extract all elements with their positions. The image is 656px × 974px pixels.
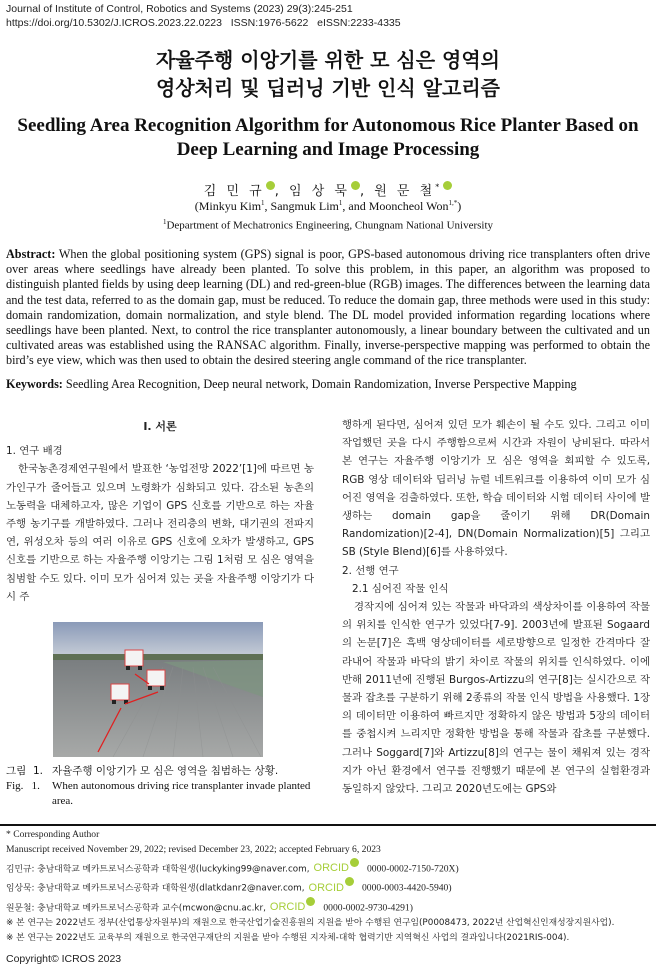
right-column (342, 416, 650, 798)
abstract (6, 247, 650, 369)
doi-issn-line: https://doi.org/10.5302/J.ICROS.2023.22.0223 ISSN:1976-5622 eISSN:2233-4335 (6, 17, 401, 29)
caption-text: 자율주행 이앙기가 모 심은 영역을 침범하는 상황. (52, 765, 279, 777)
orcid-number[interactable]: 0000-0002-9730-4291) (323, 902, 413, 914)
author-name: 원 문 철 (374, 184, 436, 199)
orcid-icon[interactable] (443, 181, 452, 190)
orcid-logo[interactable] (309, 882, 354, 894)
keywords (6, 377, 650, 392)
orcid-number[interactable]: 0000-0003-4420-5940) (362, 882, 452, 894)
keywords-label: Keywords: (6, 377, 63, 391)
author-en: , Sangmuk Lim (264, 199, 339, 213)
paragraph: 행하게 된다면, 심어져 있던 모가 훼손이 될 수도 있다. 그리고 이미 작업했던 곳을 다시 주행함으로써 시간과 자원이 낭비된다. 따라서 본 연구는 자율주행 이앙기가 모 심은 영역을 회피할 수 있도록, RGB 영상 데이터와 딥러닝 뉴럴 네트워크를 이용하여 이미 모가 심어진 영역을 검출하였다. 또한, 학습 데이터와 시험 데이터 사이에 발생하는 domain gap을 줄이기 위해 DR(Domain Randomization)[2-4], DN(Domain Normalization)[5] 그리고 SB (Style Blend)[6]를 사용하였다. (342, 419, 650, 559)
author-info-text: 김민규: 충남대학교 메카트로닉스공학과 대학원생(luckyking99@naver.com, (6, 864, 310, 875)
orcid-label: ORCID (269, 901, 306, 914)
affil-sup: 1 (338, 199, 343, 207)
abstract-text: When the global positioning system (GPS) signal is poor, GPS-based autonomous driving rice transplanters often drive over areas where seedlings have already been planted. To solve this problem, in this paper, an algorithm was proposed to distinguish planted fields by using deep learning (DL) and red-green-blue (RGB) images. The differences between the learning data and the test data, referred to as the domain gap, must be reduced. To reduce the domain gap, three methods were used in this study: domain randomization, domain normalization, and style blend. The DL model provided information regarding locations where seedlings have been planted. Next, to control the rice transplanter autonomously, a linear boundary between the cultivated and un cultivated areas was established using the RANSAC algorithm. Finally, inverse-perspective mapping was performed to obtain the bird’s eye view, which was then used to obtain the desired steering angle command of the rice transplanter. (6, 247, 650, 368)
english-title-line1: Seedling Area Recognition Algorithm for Autonomous Rice Planter Based on (17, 115, 639, 136)
funding-note: ※ 본 연구는 2022년도 교육부의 재원으로 한국연구재단의 지원을 받아 수행된 지자체-대학 협력기반 지역혁신 사업의 결과입니다(2021RIS-004). (6, 932, 570, 943)
subsection-heading: 2. 선행 연구 (342, 564, 399, 577)
orcid-logo[interactable] (270, 901, 315, 913)
paragraph: 한국농촌경제연구원에서 발표한 ‘농업전망 2022’[1]에 따르면 농가인구가 줄어들고 있으며 노령화가 심화되고 있다. 감소된 농촌의 노동력을 대체하고자, 많은 기업이 GPS 신호를 기반으로 하는 자율주행 농기구를 개발하였다. 그러나 전리층의 변화, 대기권의 전파지연, 위성오차 등의 여러 이유로 GPS 신호에 오차가 발생하고, GPS 신호를 기반으로 하는 자율주행 이앙기는 그림 1처럼 모 심은 영역을 침범할 수도 있다. 이미 모가 심어져 있는 곳을 자율주행 이앙기가 다시 주 (6, 463, 314, 603)
keywords-text: Seedling Area Recognition, Deep neural network, Domain Randomization, Inverse Perspective Mapping (65, 377, 577, 391)
korean-title-line2: 영상처리 및 딥러닝 기반 인식 알고리즘 (156, 76, 500, 100)
orcid-icon[interactable] (351, 181, 360, 190)
author-en: (Minkyu Kim (194, 199, 262, 213)
english-authors (0, 199, 656, 214)
korean-authors (0, 180, 656, 199)
author-separator: , (359, 184, 375, 199)
orcid-icon[interactable] (266, 181, 275, 190)
author-name: 김 민 규 (203, 184, 265, 199)
subsection-heading: 1. 연구 배경 (6, 445, 63, 458)
manuscript-dates: Manuscript received November 29, 2022; revised December 23, 2022; accepted February 6, 2023 (6, 843, 381, 855)
affil-sup: 1,* (448, 199, 458, 207)
caption-korean (6, 763, 316, 779)
section-heading: I. 서론 (143, 420, 177, 433)
author-info (6, 858, 652, 877)
korean-title-line1: 자율주행 이앙기를 위한 모 심은 영역의 (156, 48, 500, 72)
caption-label: Fig. 1. (6, 780, 40, 792)
paragraph: 경작지에 심어져 있는 작물과 바닥과의 색상차이를 이용하여 작물의 위치를 인식한 연구가 있었다[7-9]. 2003년에 발표된 Sogaard의 논문[7]은 흑백 영상데이터를 세로방향으로 일정한 간격마다 잘라내어 작물과 바닥의 밝기 차이로 작물의 위치를 인식하였다. 이에 반해 2011년에 진행된 Burgos-Artizzu의 연구[8]는 실시간으로 작물과 잡초를 구분하기 위해 2종류의 작물 인식 방법을 사용했다. 1장의 데이터만 이용하여 빠르지만 정확하지 않은 방법과 5장의 데이터를 중첩시켜 느리지만 정확한 방법을 통해 작물과 잡초를 구분했다. 그러나 Soggard[7]와 Artizzu[8]의 연구는 물이 채워져 있는 경작지가 아닌 환경에서 연구를 진행했기 때문에 본 연구의 실험환경과 동일하지 않았다. 그리고 2020년도에는 GPS와 (342, 601, 650, 796)
korean-title (0, 46, 656, 102)
footnote-divider (0, 824, 656, 826)
author-info (6, 877, 652, 896)
author-en: ) (457, 199, 462, 213)
caption-text: When autonomous driving rice transplanter invade planted area. (52, 780, 311, 807)
orcid-label: ORCID (313, 862, 349, 875)
footnotes (6, 828, 652, 946)
abstract-label: Abstract: (6, 247, 56, 261)
orcid-icon (306, 897, 315, 906)
journal-citation: Journal of Institute of Control, Robotics and Systems (2023) 29(3):245-251 (6, 3, 353, 15)
english-title (0, 114, 656, 162)
affil-sup: 1 (261, 199, 265, 207)
subsubsection-heading: 2.1 심어진 작물 인식 (352, 582, 449, 595)
affil-sup: 1 (162, 218, 167, 226)
author-en: , and Mooncheol Won (342, 199, 449, 213)
orcid-label: ORCID (308, 881, 344, 894)
corresponding-mark: * (435, 182, 443, 192)
english-title-line2: Deep Learning and Image Processing (176, 139, 480, 160)
corresponding-author-note: * Corresponding Author (6, 829, 100, 840)
orcid-icon (345, 877, 354, 886)
figure-1-image (53, 622, 263, 757)
funding-note: ※ 본 연구는 2022년도 정부(산업통상자원부)의 재원으로 한국산업기술진흥원의 지원을 받아 수행된 연구임(P0008473, 2022년 산업혁신인재성장지원사업). (6, 917, 615, 928)
left-column (6, 418, 314, 606)
author-info-text: 원문철: 충남대학교 메카트로닉스공학과 교수(mcwon@cnu.ac.kr, (6, 903, 266, 914)
author-info (6, 897, 652, 916)
affiliation (0, 218, 656, 232)
journal-header (6, 2, 401, 30)
affiliation-text: Department of Mechatronics Engineering, Chungnam National University (166, 219, 494, 232)
author-name: 임 상 묵 (289, 184, 350, 199)
orcid-number[interactable]: 0000-0002-7150-720X) (367, 863, 459, 875)
author-separator: , (274, 184, 290, 199)
author-info-text: 임상묵: 충남대학교 메카트로닉스공학과 대학원생(dlatkdanr2@naver.com, (6, 883, 305, 894)
figure-caption (6, 763, 316, 809)
copyright: Copyright© ICROS 2023 (6, 953, 122, 965)
orcid-icon (350, 858, 359, 867)
orcid-logo[interactable] (314, 862, 359, 874)
caption-english (6, 779, 316, 809)
caption-label: 그림 1. (6, 765, 43, 777)
rice-field-photo (53, 622, 263, 757)
